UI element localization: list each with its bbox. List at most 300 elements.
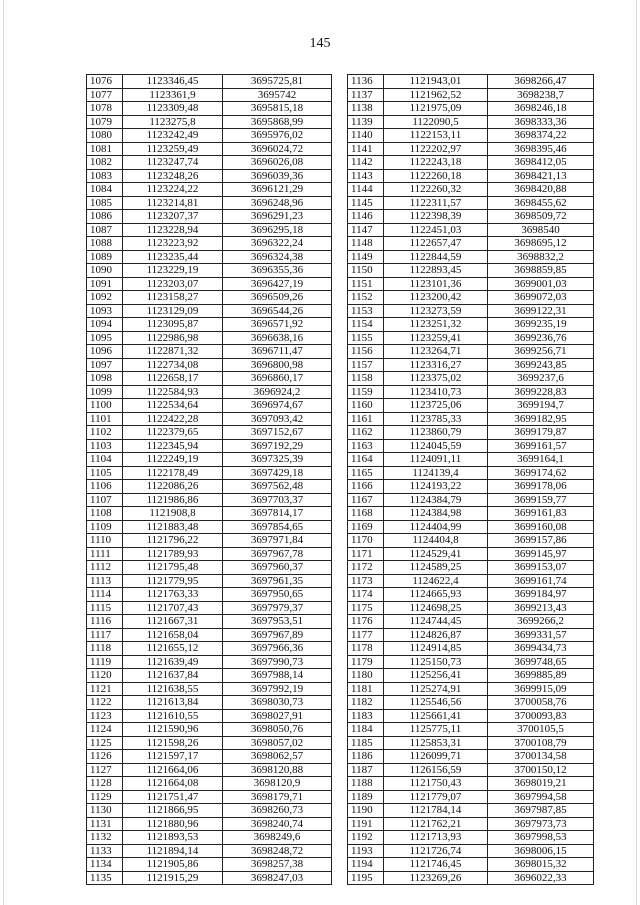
point-number-cell: 1172 [348, 561, 384, 575]
point-number-cell: 1132 [87, 831, 123, 845]
table-row [348, 777, 594, 791]
point-number-cell: 1093 [87, 304, 123, 318]
table-row [348, 237, 594, 251]
x-coordinate-cell: 1124139,4 [384, 466, 488, 480]
table-row [348, 412, 594, 426]
point-number-cell: 1142 [348, 156, 384, 170]
y-coordinate-cell: 3698019,21 [488, 777, 594, 791]
table-row [348, 817, 594, 831]
table-row [87, 777, 332, 791]
point-number-cell: 1077 [87, 88, 123, 102]
x-coordinate-cell: 1126156,59 [384, 763, 488, 777]
point-number-cell: 1127 [87, 763, 123, 777]
table-row [348, 669, 594, 683]
point-number-cell: 1095 [87, 331, 123, 345]
left-page-edge [3, 0, 4, 905]
point-number-cell: 1147 [348, 223, 384, 237]
x-coordinate-cell: 1123346,45 [123, 75, 223, 89]
point-number-cell: 1084 [87, 183, 123, 197]
table-row [87, 250, 332, 264]
y-coordinate-cell: 3696427,19 [223, 277, 332, 291]
point-number-cell: 1138 [348, 102, 384, 116]
y-coordinate-cell: 3699174,62 [488, 466, 594, 480]
x-coordinate-cell: 1121795,48 [123, 561, 223, 575]
point-number-cell: 1177 [348, 628, 384, 642]
y-coordinate-cell: 3699001,03 [488, 277, 594, 291]
table-row [87, 264, 332, 278]
point-number-cell: 1184 [348, 723, 384, 737]
y-coordinate-cell: 3697961,35 [223, 574, 332, 588]
y-coordinate-cell: 3695742 [223, 88, 332, 102]
point-number-cell: 1155 [348, 331, 384, 345]
y-coordinate-cell: 3698120,88 [223, 763, 332, 777]
y-coordinate-cell: 3697152,67 [223, 426, 332, 440]
y-coordinate-cell: 3699157,86 [488, 534, 594, 548]
table-row [348, 75, 594, 89]
point-number-cell: 1088 [87, 237, 123, 251]
point-number-cell: 1151 [348, 277, 384, 291]
table-row [87, 88, 332, 102]
table-row [87, 520, 332, 534]
y-coordinate-cell: 3695815,18 [223, 102, 332, 116]
x-coordinate-cell: 1123203,07 [123, 277, 223, 291]
table-row [87, 399, 332, 413]
table-row [87, 601, 332, 615]
x-coordinate-cell: 1123200,42 [384, 291, 488, 305]
point-number-cell: 1085 [87, 196, 123, 210]
point-number-cell: 1098 [87, 372, 123, 386]
y-coordinate-cell: 3699266,2 [488, 615, 594, 629]
y-coordinate-cell: 3698249,6 [223, 831, 332, 845]
x-coordinate-cell: 1124914,85 [384, 642, 488, 656]
x-coordinate-cell: 1122844,59 [384, 250, 488, 264]
x-coordinate-cell: 1122153,11 [384, 129, 488, 143]
table-row [348, 507, 594, 521]
x-coordinate-cell: 1123235,44 [123, 250, 223, 264]
y-coordinate-cell: 3697960,37 [223, 561, 332, 575]
x-coordinate-cell: 1123785,33 [384, 412, 488, 426]
table-row [348, 736, 594, 750]
point-number-cell: 1097 [87, 358, 123, 372]
point-number-cell: 1193 [348, 844, 384, 858]
y-coordinate-cell: 3698247,03 [223, 871, 332, 885]
y-coordinate-cell: 3698238,7 [488, 88, 594, 102]
point-number-cell: 1182 [348, 696, 384, 710]
table-row [348, 183, 594, 197]
y-coordinate-cell: 3696544,26 [223, 304, 332, 318]
table-row [348, 304, 594, 318]
point-number-cell: 1107 [87, 493, 123, 507]
y-coordinate-cell: 3698257,38 [223, 858, 332, 872]
table-row [348, 223, 594, 237]
point-number-cell: 1079 [87, 115, 123, 129]
y-coordinate-cell: 3698266,47 [488, 75, 594, 89]
x-coordinate-cell: 1122202,97 [384, 142, 488, 156]
point-number-cell: 1144 [348, 183, 384, 197]
x-coordinate-cell: 1123725,06 [384, 399, 488, 413]
x-coordinate-cell: 1122893,45 [384, 264, 488, 278]
point-number-cell: 1187 [348, 763, 384, 777]
x-coordinate-cell: 1121746,45 [384, 858, 488, 872]
x-coordinate-cell: 1125274,91 [384, 682, 488, 696]
point-number-cell: 1178 [348, 642, 384, 656]
y-coordinate-cell: 3698333,36 [488, 115, 594, 129]
table-row [348, 628, 594, 642]
x-coordinate-cell: 1121597,17 [123, 750, 223, 764]
y-coordinate-cell: 3699434,73 [488, 642, 594, 656]
table-row [348, 291, 594, 305]
table-row [87, 682, 332, 696]
x-coordinate-cell: 1124404,8 [384, 534, 488, 548]
table-row [87, 588, 332, 602]
y-coordinate-cell: 3697966,36 [223, 642, 332, 656]
point-number-cell: 1135 [87, 871, 123, 885]
table-row [348, 696, 594, 710]
y-coordinate-cell: 3697979,37 [223, 601, 332, 615]
point-number-cell: 1145 [348, 196, 384, 210]
y-coordinate-cell: 3696571,92 [223, 318, 332, 332]
x-coordinate-cell: 1123269,26 [384, 871, 488, 885]
x-coordinate-cell: 1124665,93 [384, 588, 488, 602]
y-coordinate-cell: 3696039,36 [223, 169, 332, 183]
y-coordinate-cell: 3700150,12 [488, 763, 594, 777]
x-coordinate-cell: 1123223,92 [123, 237, 223, 251]
table-row [87, 723, 332, 737]
point-number-cell: 1176 [348, 615, 384, 629]
point-number-cell: 1129 [87, 790, 123, 804]
table-row [87, 831, 332, 845]
x-coordinate-cell: 1123101,36 [384, 277, 488, 291]
table-row [87, 196, 332, 210]
y-coordinate-cell: 3698420,88 [488, 183, 594, 197]
page-number: 145 [309, 36, 331, 51]
y-coordinate-cell: 3696800,98 [223, 358, 332, 372]
point-number-cell: 1080 [87, 129, 123, 143]
x-coordinate-cell: 1122243,18 [384, 156, 488, 170]
point-number-cell: 1114 [87, 588, 123, 602]
y-coordinate-cell: 3698540 [488, 223, 594, 237]
table-row [348, 642, 594, 656]
table-row [87, 844, 332, 858]
table-row [348, 358, 594, 372]
y-coordinate-cell: 3696860,17 [223, 372, 332, 386]
x-coordinate-cell: 1123251,32 [384, 318, 488, 332]
table-row [87, 709, 332, 723]
table-row [348, 480, 594, 494]
point-number-cell: 1146 [348, 210, 384, 224]
x-coordinate-cell: 1123229,19 [123, 264, 223, 278]
x-coordinate-cell: 1122260,32 [384, 183, 488, 197]
table-row [348, 831, 594, 845]
x-coordinate-cell: 1122734,08 [123, 358, 223, 372]
x-coordinate-cell: 1123259,49 [123, 142, 223, 156]
table-row [348, 318, 594, 332]
point-number-cell: 1166 [348, 480, 384, 494]
y-coordinate-cell: 3696295,18 [223, 223, 332, 237]
y-coordinate-cell: 3698455,62 [488, 196, 594, 210]
x-coordinate-cell: 1122249,19 [123, 453, 223, 467]
y-coordinate-cell: 3699122,31 [488, 304, 594, 318]
point-number-cell: 1180 [348, 669, 384, 683]
table-row [87, 439, 332, 453]
x-coordinate-cell: 1121613,84 [123, 696, 223, 710]
table-row [87, 507, 332, 521]
y-coordinate-cell: 3698027,91 [223, 709, 332, 723]
table-row [348, 534, 594, 548]
point-number-cell: 1090 [87, 264, 123, 278]
y-coordinate-cell: 3697988,14 [223, 669, 332, 683]
point-number-cell: 1103 [87, 439, 123, 453]
point-number-cell: 1189 [348, 790, 384, 804]
table-row [348, 372, 594, 386]
y-coordinate-cell: 3700108,79 [488, 736, 594, 750]
point-number-cell: 1082 [87, 156, 123, 170]
y-coordinate-cell: 3698006,15 [488, 844, 594, 858]
y-coordinate-cell: 3696291,23 [223, 210, 332, 224]
x-coordinate-cell: 1123309,48 [123, 102, 223, 116]
point-number-cell: 1096 [87, 345, 123, 359]
y-coordinate-cell: 3697953,51 [223, 615, 332, 629]
table-row [87, 142, 332, 156]
table-row [348, 399, 594, 413]
x-coordinate-cell: 1123248,26 [123, 169, 223, 183]
x-coordinate-cell: 1122379,65 [123, 426, 223, 440]
point-number-cell: 1112 [87, 561, 123, 575]
x-coordinate-cell: 1122345,94 [123, 439, 223, 453]
table-row [348, 210, 594, 224]
y-coordinate-cell: 3698120,9 [223, 777, 332, 791]
x-coordinate-cell: 1124589,25 [384, 561, 488, 575]
y-coordinate-cell: 3698246,18 [488, 102, 594, 116]
right-page-edge [636, 0, 637, 905]
y-coordinate-cell: 3697971,84 [223, 534, 332, 548]
x-coordinate-cell: 1121784,14 [384, 804, 488, 818]
point-number-cell: 1105 [87, 466, 123, 480]
x-coordinate-cell: 1122086,26 [123, 480, 223, 494]
x-coordinate-cell: 1121664,06 [123, 763, 223, 777]
table-row [87, 669, 332, 683]
table-row [348, 493, 594, 507]
point-number-cell: 1099 [87, 385, 123, 399]
table-row [87, 169, 332, 183]
table-row [87, 790, 332, 804]
x-coordinate-cell: 1123275,8 [123, 115, 223, 129]
table-row [87, 763, 332, 777]
table-row [348, 453, 594, 467]
x-coordinate-cell: 1124193,22 [384, 480, 488, 494]
x-coordinate-cell: 1122986,98 [123, 331, 223, 345]
x-coordinate-cell: 1121763,33 [123, 588, 223, 602]
point-number-cell: 1089 [87, 250, 123, 264]
point-number-cell: 1140 [348, 129, 384, 143]
table-row [87, 655, 332, 669]
x-coordinate-cell: 1121975,09 [384, 102, 488, 116]
point-number-cell: 1175 [348, 601, 384, 615]
table-row [87, 804, 332, 818]
table-row [348, 615, 594, 629]
table-row [348, 250, 594, 264]
x-coordinate-cell: 1124404,99 [384, 520, 488, 534]
point-number-cell: 1192 [348, 831, 384, 845]
table-row [87, 696, 332, 710]
x-coordinate-cell: 1123158,27 [123, 291, 223, 305]
table-row [348, 196, 594, 210]
x-coordinate-cell: 1121779,07 [384, 790, 488, 804]
point-number-cell: 1121 [87, 682, 123, 696]
y-coordinate-cell: 3697992,19 [223, 682, 332, 696]
point-number-cell: 1111 [87, 547, 123, 561]
point-number-cell: 1086 [87, 210, 123, 224]
point-number-cell: 1191 [348, 817, 384, 831]
x-coordinate-cell: 1121943,01 [384, 75, 488, 89]
x-coordinate-cell: 1121796,22 [123, 534, 223, 548]
y-coordinate-cell: 3696355,36 [223, 264, 332, 278]
y-coordinate-cell: 3698832,2 [488, 250, 594, 264]
table-row [348, 169, 594, 183]
y-coordinate-cell: 3698859,85 [488, 264, 594, 278]
x-coordinate-cell: 1125775,11 [384, 723, 488, 737]
y-coordinate-cell: 3697950,65 [223, 588, 332, 602]
x-coordinate-cell: 1124698,25 [384, 601, 488, 615]
x-coordinate-cell: 1122260,18 [384, 169, 488, 183]
table-row [87, 871, 332, 885]
x-coordinate-cell: 1121789,93 [123, 547, 223, 561]
point-number-cell: 1174 [348, 588, 384, 602]
point-number-cell: 1117 [87, 628, 123, 642]
x-coordinate-cell: 1123214,81 [123, 196, 223, 210]
table-row [348, 709, 594, 723]
x-coordinate-cell: 1123129,09 [123, 304, 223, 318]
x-coordinate-cell: 1124622,4 [384, 574, 488, 588]
point-number-cell: 1078 [87, 102, 123, 116]
table-row [348, 331, 594, 345]
table-row [348, 750, 594, 764]
table-row [348, 561, 594, 575]
table-row [348, 804, 594, 818]
point-number-cell: 1164 [348, 453, 384, 467]
point-number-cell: 1094 [87, 318, 123, 332]
x-coordinate-cell: 1122178,49 [123, 466, 223, 480]
point-number-cell: 1134 [87, 858, 123, 872]
x-coordinate-cell: 1121726,74 [384, 844, 488, 858]
table-row [348, 790, 594, 804]
y-coordinate-cell: 3699213,43 [488, 601, 594, 615]
x-coordinate-cell: 1123224,22 [123, 183, 223, 197]
table-row [87, 736, 332, 750]
y-coordinate-cell: 3698030,73 [223, 696, 332, 710]
y-coordinate-cell: 3698248,72 [223, 844, 332, 858]
y-coordinate-cell: 3697562,48 [223, 480, 332, 494]
table-row [87, 331, 332, 345]
x-coordinate-cell: 1123264,71 [384, 345, 488, 359]
table-row [87, 493, 332, 507]
point-number-cell: 1179 [348, 655, 384, 669]
point-number-cell: 1100 [87, 399, 123, 413]
y-coordinate-cell: 3699256,71 [488, 345, 594, 359]
point-number-cell: 1141 [348, 142, 384, 156]
y-coordinate-cell: 3699885,89 [488, 669, 594, 683]
table-row [348, 156, 594, 170]
x-coordinate-cell: 1122090,5 [384, 115, 488, 129]
table-row [348, 115, 594, 129]
x-coordinate-cell: 1121880,96 [123, 817, 223, 831]
x-coordinate-cell: 1123242,49 [123, 129, 223, 143]
coordinate-table-left-body [87, 75, 332, 885]
table-row [87, 129, 332, 143]
table-row [87, 385, 332, 399]
y-coordinate-cell: 3698260,73 [223, 804, 332, 818]
x-coordinate-cell: 1123259,41 [384, 331, 488, 345]
y-coordinate-cell: 3697814,17 [223, 507, 332, 521]
table-row [87, 426, 332, 440]
y-coordinate-cell: 3697854,65 [223, 520, 332, 534]
point-number-cell: 1168 [348, 507, 384, 521]
x-coordinate-cell: 1121893,53 [123, 831, 223, 845]
table-row [87, 358, 332, 372]
y-coordinate-cell: 3699178,06 [488, 480, 594, 494]
x-coordinate-cell: 1122871,32 [123, 345, 223, 359]
point-number-cell: 1104 [87, 453, 123, 467]
point-number-cell: 1148 [348, 237, 384, 251]
point-number-cell: 1122 [87, 696, 123, 710]
x-coordinate-cell: 1124529,41 [384, 547, 488, 561]
y-coordinate-cell: 3697973,73 [488, 817, 594, 831]
x-coordinate-cell: 1124045,59 [384, 439, 488, 453]
point-number-cell: 1190 [348, 804, 384, 818]
x-coordinate-cell: 1124826,87 [384, 628, 488, 642]
y-coordinate-cell: 3699915,09 [488, 682, 594, 696]
point-number-cell: 1156 [348, 345, 384, 359]
table-row [348, 588, 594, 602]
x-coordinate-cell: 1121915,29 [123, 871, 223, 885]
y-coordinate-cell: 3697998,53 [488, 831, 594, 845]
y-coordinate-cell: 3698015,32 [488, 858, 594, 872]
x-coordinate-cell: 1125150,73 [384, 655, 488, 669]
table-row [87, 277, 332, 291]
point-number-cell: 1171 [348, 547, 384, 561]
x-coordinate-cell: 1121590,96 [123, 723, 223, 737]
x-coordinate-cell: 1122451,03 [384, 223, 488, 237]
y-coordinate-cell: 3698179,71 [223, 790, 332, 804]
y-coordinate-cell: 3699243,85 [488, 358, 594, 372]
point-number-cell: 1195 [348, 871, 384, 885]
point-number-cell: 1165 [348, 466, 384, 480]
y-coordinate-cell: 3699072,03 [488, 291, 594, 305]
table-row [348, 682, 594, 696]
point-number-cell: 1136 [348, 75, 384, 89]
point-number-cell: 1162 [348, 426, 384, 440]
x-coordinate-cell: 1121894,14 [123, 844, 223, 858]
x-coordinate-cell: 1123860,79 [384, 426, 488, 440]
y-coordinate-cell: 3696638,16 [223, 331, 332, 345]
point-number-cell: 1123 [87, 709, 123, 723]
point-number-cell: 1102 [87, 426, 123, 440]
y-coordinate-cell: 3698062,57 [223, 750, 332, 764]
table-row [348, 858, 594, 872]
table-row [348, 871, 594, 885]
y-coordinate-cell: 3696024,72 [223, 142, 332, 156]
point-number-cell: 1161 [348, 412, 384, 426]
point-number-cell: 1167 [348, 493, 384, 507]
coordinate-table-left [86, 74, 332, 885]
y-coordinate-cell: 3698374,22 [488, 129, 594, 143]
point-number-cell: 1126 [87, 750, 123, 764]
table-row [348, 385, 594, 399]
y-coordinate-cell: 3698240,74 [223, 817, 332, 831]
table-row [348, 844, 594, 858]
x-coordinate-cell: 1121638,55 [123, 682, 223, 696]
table-row [348, 88, 594, 102]
